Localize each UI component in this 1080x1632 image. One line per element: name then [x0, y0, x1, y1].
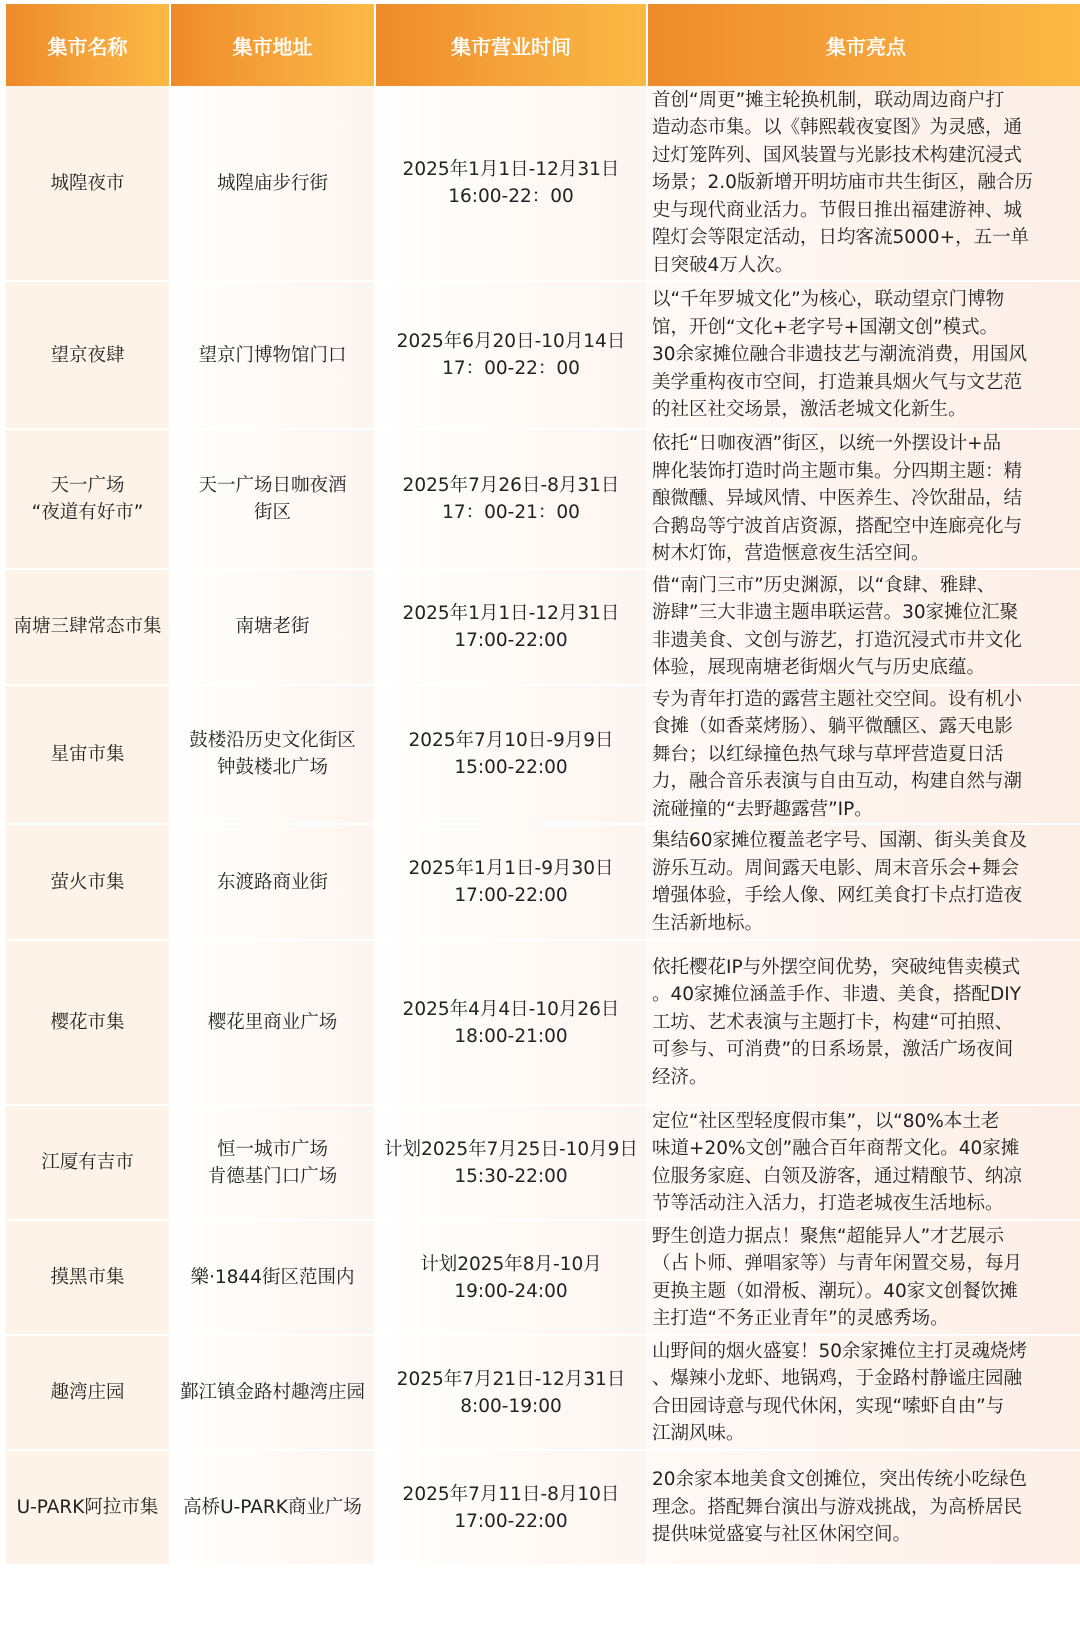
- market-name-line: 江厦有吉市: [41, 1152, 134, 1173]
- market-highlights: 借“南门三市”历史渊源，以“食肆、雅肆、 游肆”三大非遗主题串联运营。30家摊位汇聚 非遗美食、文创与游艺，打造沉浸式市井文化 体验，展现南塘老街烟火气与历史底蕴。: [648, 570, 1080, 686]
- market-hours-line: 8:00-19:00: [460, 1395, 562, 1417]
- market-address-line: 钟鼓楼北广场: [216, 757, 328, 779]
- market-hours-line: 2025年7月10日-9月9日: [408, 730, 614, 752]
- table-row: [6, 686, 1080, 826]
- market-name: [6, 1221, 169, 1336]
- market-name: [6, 1106, 169, 1221]
- header-hours: 集市营业时间: [376, 4, 646, 86]
- market-table-wrapper: [4, 4, 1076, 1566]
- market-address-line: 鼓楼沿历史文化街区: [189, 730, 356, 752]
- market-address-line: 鄞江镇金路村趣湾庄园: [179, 1382, 365, 1403]
- market-address-line: 南塘老街: [235, 616, 310, 637]
- market-name-line: 樱花市集: [50, 1012, 125, 1033]
- table-row: [6, 825, 1080, 941]
- market-name: [6, 570, 169, 686]
- market-highlights: 首创“周更”摊主轮换机制，联动周边商户打 造动态市集。以《韩熙载夜宴图》为灵感，通 过灯笼阵列、国风装置与光影技术构建沉浸式 场景；2.0版新增开明坊庙市共生街区，融合历 史与现代商业活力。节假日推出福建游神、城 隍灯会等限定活动，日均客流5000+，五一单 日突破4万人次。: [648, 86, 1080, 282]
- table-row: [6, 86, 1080, 282]
- header-highlights: 集市亮点: [648, 4, 1080, 86]
- market-highlights: 以“千年罗城文化”为核心，联动望京门博物 馆，开创“文化+老字号+国潮文创”模式。 30余家摊位融合非遗技艺与潮流消费，用国风 美学重构夜市空间，打造兼具烟火气与文艺范 的社区社交场景，激活老城文化新生。: [648, 282, 1080, 430]
- market-hours-line: 2025年1月1日-12月31日: [402, 159, 620, 180]
- market-name-line: 萤火市集: [50, 871, 125, 893]
- market-hours-line: 18:00-21:00: [454, 1025, 568, 1047]
- market-hours-line: 计划2025年8月-10月: [420, 1253, 602, 1275]
- market-hours-line: 17:00-22:00: [454, 1510, 568, 1532]
- market-name-line: 趣湾庄园: [50, 1382, 125, 1403]
- market-address: [171, 686, 374, 826]
- table-row: [6, 1106, 1080, 1221]
- market-address-line: 肯德基门口广场: [207, 1165, 338, 1187]
- market-hours-line: 2025年1月1日-9月30日: [408, 858, 614, 879]
- market-hours-line: 17：00-22：00: [442, 358, 580, 379]
- market-address-line: 樱花里商业广场: [207, 1012, 338, 1033]
- market-address: [171, 282, 374, 430]
- market-hours-line: 19:00-24:00: [454, 1280, 568, 1302]
- market-address-line: 天一广场日咖夜酒: [198, 474, 347, 496]
- market-address: [171, 1451, 374, 1566]
- market-hours: [376, 941, 646, 1106]
- market-hours-line: 17:00-22:00: [454, 885, 568, 906]
- market-name-line: 南塘三肆常态市集: [13, 616, 162, 637]
- market-hours-line: 2025年6月20日-10月14日: [396, 331, 626, 352]
- table-body: [6, 86, 1080, 1566]
- table-row: [6, 570, 1080, 686]
- market-hours-line: 2025年1月1日-12月31日: [402, 602, 620, 624]
- market-address-line: 街区: [253, 501, 291, 523]
- market-hours: [376, 570, 646, 686]
- market-highlights: 山野间的烟火盛宴！50余家摊位主打灵魂烧烤 、爆辣小龙虾、地锅鸡，于金路村静谧庄园融 合田园诗意与现代休闲，实现“嗦虾自由”与 江湖风味。: [648, 1336, 1080, 1451]
- market-hours-line: 2025年7月21日-12月31日: [396, 1368, 626, 1390]
- market-hours: [376, 282, 646, 430]
- market-address: [171, 1336, 374, 1451]
- market-hours: [376, 1336, 646, 1451]
- table-row: [6, 282, 1080, 430]
- market-address-line: 高桥U-PARK商业广场: [183, 1497, 362, 1518]
- market-address: [171, 430, 374, 570]
- table-row: [6, 941, 1080, 1106]
- market-address: [171, 570, 374, 686]
- market-address: [171, 1221, 374, 1336]
- table-header-row: [6, 4, 1080, 86]
- market-name-line: U-PARK阿拉市集: [16, 1497, 159, 1518]
- market-name-line: 摸黑市集: [50, 1267, 125, 1288]
- table-row: [6, 430, 1080, 570]
- market-hours-line: 2025年7月11日-8月10日: [402, 1483, 620, 1505]
- market-name: [6, 941, 169, 1106]
- market-hours: [376, 825, 646, 941]
- market-address-line: 城隍庙步行街: [216, 172, 328, 194]
- market-hours: [376, 430, 646, 570]
- market-address-line: 恒一城市广场: [216, 1138, 328, 1160]
- market-name: [6, 86, 169, 282]
- market-hours-line: 17:00-22:00: [454, 629, 568, 651]
- market-highlights: 集结60家摊位覆盖老字号、国潮、街头美食及 游乐互动。周间露天电影、周末音乐会+舞会 增强体验，手绘人像、网红美食打卡点打造夜 生活新地标。: [648, 825, 1080, 941]
- market-name: [6, 1451, 169, 1566]
- market-highlights: 野生创造力据点！聚焦“超能异人”才艺展示 （占卜师、弹唱家等）与青年闲置交易，每月 更换主题（如滑板、潮玩）。40家文创餐饮摊 主打造“不务正业青年”的灵感秀场。: [648, 1221, 1080, 1336]
- market-address: [171, 941, 374, 1106]
- market-name: [6, 282, 169, 430]
- market-highlights: 定位“社区型轻度假市集”，以“80%本土老 味道+20%文创”融合百年商帮文化。40家摊 位服务家庭、白领及游客，通过精酿节、纳凉 节等活动注入活力，打造老城夜生活地标。: [648, 1106, 1080, 1221]
- market-hours-line: 15:00-22:00: [454, 757, 568, 779]
- market-name-line: 天一广场: [50, 474, 125, 496]
- header-name: 集市名称: [6, 4, 169, 86]
- table-row: [6, 1336, 1080, 1451]
- market-name: [6, 430, 169, 570]
- market-hours-line: 2025年4月4日-10月26日: [402, 998, 620, 1020]
- market-name: [6, 686, 169, 826]
- market-hours: [376, 686, 646, 826]
- market-hours-line: 2025年7月26日-8月31日: [402, 474, 620, 496]
- market-address-line: 望京门博物馆门口: [198, 344, 347, 366]
- market-address: [171, 1106, 374, 1221]
- market-hours: [376, 1106, 646, 1221]
- market-name-line: “夜道有好市”: [31, 501, 144, 523]
- market-name-line: 星宙市集: [50, 743, 125, 765]
- market-highlights: 20余家本地美食文创摊位，突出传统小吃绿色 理念。搭配舞台演出与游戏挑战，为高桥居民 提供味觉盛宴与社区休闲空间。: [648, 1451, 1080, 1566]
- market-address-line: 樂·1844街区范围内: [190, 1267, 355, 1288]
- market-hours: [376, 86, 646, 282]
- market-hours: [376, 1451, 646, 1566]
- market-highlights: 依托“日咖夜酒”街区，以统一外摆设计+品 牌化装饰打造时尚主题市集。分四期主题：精 酿微醺、异域风情、中医养生、冷饮甜品，结 合鹅岛等宁波首店资源，搭配空中连廊亮化与 树木灯饰，营造惬意夜生活空间。: [648, 430, 1080, 570]
- market-table: [4, 4, 1080, 1566]
- market-highlights: 专为青年打造的露营主题社交空间。设有机小 食摊（如香菜烤肠）、躺平微醺区、露天电影 舞台；以红绿撞色热气球与草坪营造夏日活 力，融合音乐表演与自由互动，构建自然与潮 流碰撞的“去野趣露营”IP。: [648, 686, 1080, 826]
- market-hours: [376, 1221, 646, 1336]
- market-hours-line: 16:00-22：00: [448, 186, 574, 207]
- table-row: [6, 1221, 1080, 1336]
- market-name: [6, 825, 169, 941]
- table-row: [6, 1451, 1080, 1566]
- market-highlights: 依托樱花IP与外摆空间优势，突破纯售卖模式 。40家摊位涵盖手作、非遗、美食，搭配DIY 工坊、艺术表演与主题打卡，构建“可拍照、 可参与、可消费”的日系场景，激活广场夜间 经济。: [648, 941, 1080, 1106]
- market-hours-line: 15:30-22:00: [454, 1165, 568, 1187]
- market-name-line: 望京夜肆: [50, 344, 125, 366]
- market-address-line: 东渡路商业街: [216, 871, 328, 893]
- market-name-line: 城隍夜市: [50, 172, 125, 194]
- header-address: 集市地址: [171, 4, 374, 86]
- market-hours-line: 17：00-21：00: [442, 501, 580, 523]
- market-address: [171, 825, 374, 941]
- market-name: [6, 1336, 169, 1451]
- market-address: [171, 86, 374, 282]
- market-hours-line: 计划2025年7月25日-10月9日: [384, 1138, 638, 1160]
